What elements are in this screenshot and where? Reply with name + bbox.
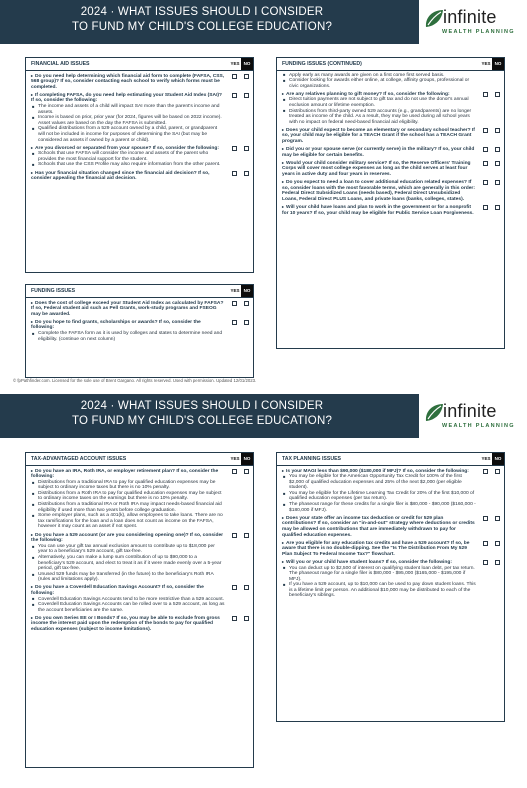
question-text: ▸ Did you or your spouse serve (or currently serve) in the military? If so, your child may be eligible for certain benefits. (282, 146, 476, 158)
no-checkbox[interactable] (495, 161, 500, 166)
no-checkbox[interactable] (244, 74, 249, 79)
bullet-text: ■ Distributions from a Roth IRA to pay for qualified education expenses may be subject to ordinary income taxes on the earnings but there is no 10% penalty. (31, 491, 225, 502)
yes-checkbox[interactable] (483, 516, 488, 521)
logo-area (419, 394, 527, 438)
question-text: ▸ Do you need help determining which financial aid form to complete (FAFSA, CSS, 568 group)? If so, consider contacting each school to verify which forms must be completed. (31, 73, 225, 91)
question-item (277, 540, 504, 558)
question-item (26, 92, 253, 143)
logo: infinite WEALTH PLANNING (423, 401, 515, 435)
no-checkbox[interactable] (244, 469, 249, 474)
no-checkbox[interactable] (244, 146, 249, 151)
yes-checkbox[interactable] (232, 146, 237, 151)
question-item (277, 146, 504, 158)
funding-continued-list (277, 73, 504, 217)
question-text: ▸ Do you have an IRA, Roth IRA, or employer retirement plan? If so, consider the following: (31, 468, 225, 480)
no-checkbox[interactable] (495, 180, 500, 185)
bullet-text: ■ Distributions from a traditional IRA or Roth IRA may impact needs-based financial aid eligibility if used more than two years before college graduation. (31, 502, 225, 513)
question-text: ▸ Does your child expect to become an elementary or secondary school teacher? If so, your child may be eligible for a TEACH Grant if the school has a TEACH Grant program. (282, 127, 476, 145)
question-item (26, 300, 253, 318)
yes-checkbox[interactable] (232, 585, 237, 590)
question-text: ▸ Are you divorced or separated from your spouse? If so, consider the following: (31, 145, 225, 152)
yes-checkbox[interactable] (232, 171, 237, 176)
yes-checkbox[interactable] (232, 320, 237, 325)
question-text: ▸ Do you have a 529 account (or are you considering opening one)? If so, consider the following: (31, 532, 225, 544)
yes-checkbox[interactable] (232, 93, 237, 98)
yes-checkbox[interactable] (232, 469, 237, 474)
bullet-text: ■ You can deduct up to $2,500 of interest on qualifying student loan debt, per tax return. The phaseout range for a single filer is $80,000 - $95,000 ($165,000 - $195,000 if MFJ). (282, 566, 476, 583)
tax-advantaged-list (26, 468, 253, 633)
question-text: ▸ Is your MAGI less than $90,000 ($180,000 if MFJ)? If so, consider the following: (282, 468, 476, 475)
question-text: ▸ Do you hope to find grants, scholarships or awards? If so, consider the following: (31, 319, 225, 331)
no-checkbox[interactable] (244, 320, 249, 325)
question-text: ▸ Do you own Series EE or I Bonds? If so, you may be able to exclude from gross income the interest paid upon the redemption of the bonds to pay for qualified education expenses (subject to income limitations). (31, 615, 225, 633)
question-item (26, 145, 253, 168)
no-checkbox[interactable] (495, 516, 500, 521)
bullet-text: ■ Distributions from third-party owned 529 accounts (e.g., grandparents) are no longer treated as income of the child. As a result, they may be used during all school years with no impact on federal need-based financial aid eligibility. (282, 109, 476, 126)
question-item (277, 127, 504, 145)
no-checkbox[interactable] (495, 205, 500, 210)
no-checkbox[interactable] (244, 533, 249, 538)
no-checkbox[interactable] (244, 171, 249, 176)
question-item (277, 73, 504, 90)
question-text: ▸ Will you or your child have student loans? If so, consider the following: (282, 559, 476, 566)
page-title: 2024 · WHAT ISSUES SHOULD I CONSIDER TO FUND MY CHILD'S COLLEGE EDUCATION? (71, 6, 333, 33)
bullet-text: ■ Consider looking for awards either online, at college, affinity groups, professional or civic organizations. (282, 78, 476, 89)
question-item (277, 515, 504, 538)
financial-aid-list (26, 73, 253, 182)
question-item (26, 615, 253, 633)
question-item (26, 170, 253, 182)
question-item (277, 468, 504, 514)
no-checkbox[interactable] (495, 147, 500, 152)
bullet-text: ■ Direct tuition payments are not subject to gift tax and do not use the donor's annual exclusion amount or lifetime exemption. (282, 97, 476, 108)
bullet-text: ■ Apply early as many awards are given on a first come first served basis. (282, 73, 476, 79)
question-text: ▸ If completing FAFSA, do you need help estimating your Student Aid Index (SAI)? If so, consider the following: (31, 92, 225, 104)
question-text: ▸ Do you expect to need a loan to cover additional education related expenses? If so, consider loans with the most favorable terms, which are generally in this order: Federal Direct Subsidized Loans (needs based), Federal Direct Unsubsidized Loans, Federal Direct PLUS Loans, and private loans (banks, colleges, states). (282, 179, 476, 202)
bullet-text: ■ Schools that use the CSS Profile may also require information from the other parent. (31, 162, 225, 168)
bullet-text: ■ Distributions from a traditional IRA to pay for qualified education expenses may be subject to ordinary income taxes but there is no 10% penalty. (31, 480, 225, 491)
tax-planning-list (277, 468, 504, 600)
funding-box: FUNDING ISSUES YES NO ▸ Does the cost of college exceed your Student Aid Index as calculated by FAFSA? If so, Federal student aid such as Pell Grants, work-study programs and FSEOG may be awarded. ▸ Do you hope to find grants, scholarships or awards? If so, consider the following: ■ Complete the FAFSA form as it is used by colleges and states to determine need and eligibility. (continue on next column) (25, 284, 254, 378)
no-checkbox[interactable] (495, 469, 500, 474)
no-checkbox[interactable] (244, 585, 249, 590)
question-item (26, 319, 253, 342)
yes-checkbox[interactable] (483, 541, 488, 546)
question-item (277, 204, 504, 216)
no-checkbox[interactable] (244, 93, 249, 98)
bullet-text: ■ You can use your gift tax annual exclusion amount to contribute up to $18,000 per year to a beneficiary's 529 account, gift tax-free. (31, 544, 225, 555)
question-item (26, 584, 253, 613)
yes-checkbox[interactable] (483, 205, 488, 210)
bullet-text: ■ If you have a 529 account, up to $10,000 can be used to pay down student loans. This is a lifetime limit per person. An additional $10,000 may be distributed to each of the beneficiary's siblings. (282, 582, 476, 599)
yes-checkbox[interactable] (483, 147, 488, 152)
leaf-icon (423, 7, 445, 31)
bullet-text: ■ Unused 529 funds may be transferred (in the future) to the beneficiary's Roth IRA (rules and limitations apply). (31, 572, 225, 583)
question-item (277, 91, 504, 126)
question-text: ▸ Would your child consider military service? If so, the Reserve Officers' Training Corps will cover most college expenses as long as the child serves at least four years in active duty and four years in reserves. (282, 160, 476, 178)
bullet-text: ■ Alternatively, you can make a lump sum contribution of up to $90,000 to a beneficiary's 529 account, and elect to treat it as if it were made evenly over a 5-year period, gift tax-free. (31, 555, 225, 572)
financial-aid-box: FINANCIAL AID ISSUES YES NO ▸ Do you need help determining which financial aid form to complete (FAFSA, CSS, 568 group)? If so, consider contacting each school to verify which forms must be completed. ▸ If completing FAFSA, do you need help estimating your Student Aid Index (SAI)? If so, consider the following: ■ The income and assets of a child will impact SAI more than the parent's income and assets. ■ Income is based on prior, prior year (for 2024, figures will be based on 2022 income). Asset values are based on the day the FAFSA is submitted. ■ Qualified distributions from a 529 account owned by a child, parent, or grandparent will not be included in income for purposes of determining the SAI (but may be considered as assets if owned by a parent or child). ▸ Are you divorced or separated from your spouse? If so, consider the following: ■ Schools that use FAFSA will consider the income and assets of the parent who provides the most financial support for the student. ■ Schools that use the CSS Profile may also require information from the other parent. ▸ Has your financial situation changed since the financial aid decision? If so, consider appealing the financial aid decision. (25, 57, 254, 273)
tax-planning-box: TAX PLANNING ISSUES YES NO ▸ Is your MAGI less than $90,000 ($180,000 if MFJ)? If so, consider the following: ■ You may be eligible for the American Opportunity Tax Credit for 100% of the first $2,000 of qualified education expenses and 25% of the next $2,000 (per eligible student). ■ You may be eligible for the Lifetime Learning Tax Credit for 20% of the first $10,000 of qualified education expenses (per tax return). ■ The phaseout range for these credits for a single filer is $80,000 - $90,000 ($160,000 - $180,000 if MFJ). ▸ Does your state offer an income tax deduction or credit for 529 plan contributions? If so, consider an "in-and-out" strategy where deductions or credits may be allowed on contributions that are immediately withdrawn to pay for qualified education expenses. ▸ Are you eligible for any education tax credits and have a 529 account? If so, be aware that there is no double-dipping. See the "Is The Distribution From My 529 Plan Subject To Federal Income Tax?" flowchart. ▸ Will you or your child have student loans? If so, consider the following: ■ You can deduct up to $2,500 of interest on qualifying student loan debt, per tax return. The phaseout range for a single filer is $80,000 - $95,000 ($165,000 - $195,000 if MFJ). ■ If you have a 529 account, up to $10,000 can be used to pay down student loans. This is a lifetime limit per person. An additional $10,000 may be distributed to each of the beneficiary's siblings. (276, 452, 505, 722)
question-text: ▸ Do you have a Coverdell Education Savings Account? If so, consider the following: (31, 584, 225, 596)
footer: © fpPathfinder.com. Licensed for the sole use of Brent Gargano. All rights reserved. Used with permission. Updated 12/01/2023. (13, 378, 257, 383)
question-text: ▸ Are you eligible for any education tax credits and have a 529 account? If so, be aware that there is no double-dipping. See the "Is The Distribution From My 529 Plan Subject To Federal Income Tax?" flowchart. (282, 540, 476, 558)
yes-checkbox[interactable] (483, 161, 488, 166)
page-2 (0, 394, 527, 788)
question-text: ▸ Will your child have loans and plan to work in the government or for a nonprofit for 10 years? If so, your child may be eligible for Public Service Loan Forgiveness. (282, 204, 476, 216)
page-title: 2024 · WHAT ISSUES SHOULD I CONSIDER TO FUND MY CHILD'S COLLEGE EDUCATION? (71, 400, 333, 427)
bullet-text: ■ Income is based on prior, prior year (for 2024, figures will be based on 2022 income). Asset values are based on the day the FAFSA is submitted. (31, 115, 225, 126)
question-item (277, 179, 504, 202)
yes-checkbox[interactable] (232, 301, 237, 306)
question-text: ▸ Are any relatives planning to gift money? If so, consider the following: (282, 91, 476, 98)
yes-checkbox[interactable] (483, 180, 488, 185)
question-text: ▸ Has your financial situation changed since the financial aid decision? If so, consider appealing the financial aid decision. (31, 170, 225, 182)
funding-continued-box: FUNDING ISSUES (CONTINUED) YES NO ■ Apply early as many awards are given on a first come first served basis. ■ Consider looking for awards either online, at college, affinity groups, professional or civic organizations. ▸ Are any relatives planning to gift money? If so, consider the following: ■ Direct tuition payments are not subject to gift tax and do not use the donor's annual exclusion amount or lifetime exemption. ■ Distributions from third-party owned 529 accounts (e.g., grandparents) are no longer treated as income of the child. As a result, they may be used during all school years with no impact on federal need-based financial aid eligibility. ▸ Does your child expect to become an elementary or secondary school teacher? If so, your child may be eligible for a TEACH Grant if the school has a TEACH Grant program. ▸ Did you or your spouse serve (or currently serve) in the military? If so, your child may be eligible for certain benefits. ▸ Would your child consider military service? If so, the Reserve Officers' Training Corps will cover most college expenses as long as the child serves at least four years in active duty and four years in reserves. ▸ Do you expect to need a loan to cover additional education related expenses? If so, consider loans with the most favorable terms, which are generally in this order: Federal Direct Subsidized Loans (needs based), Federal Direct Unsubsidized Loans, Federal Direct PLUS Loans, and private loans (banks, colleges, states). ▸ Will your child have loans and plan to work in the government or for a nonprofit for 10 years? If so, your child may be eligible for Public Service Loan Forgiveness. (276, 57, 505, 349)
question-item (26, 73, 253, 91)
bullet-text: ■ The income and assets of a child will impact SAI more than the parent's income and assets. (31, 104, 225, 115)
yes-checkbox[interactable] (483, 469, 488, 474)
no-checkbox[interactable] (495, 92, 500, 97)
no-checkbox[interactable] (244, 301, 249, 306)
question-text: ▸ Does your state offer an income tax deduction or credit for 529 plan contributions? If so, consider an "in-and-out" strategy where deductions or credits may be allowed on contributions that are immediately withdrawn to pay for qualified education expenses. (282, 515, 476, 538)
yes-checkbox[interactable] (483, 560, 488, 565)
no-checkbox[interactable] (495, 128, 500, 133)
no-checkbox[interactable] (495, 541, 500, 546)
question-item (26, 532, 253, 583)
bullet-text: ■ Coverdell Education Savings Accounts can be rolled over to a 529 account, as long as the account beneficiaries are the same. (31, 602, 225, 613)
yes-checkbox[interactable] (232, 616, 237, 621)
question-item (26, 468, 253, 531)
question-text: ▸ Does the cost of college exceed your Student Aid Index as calculated by FAFSA? If so, Federal student aid such as Pell Grants, work-study programs and FSEOG may be awarded. (31, 300, 225, 318)
bullet-text: ■ Schools that use FAFSA will consider the income and assets of the parent who provides the most financial support for the student. (31, 151, 225, 162)
bullet-text: ■ Qualified distributions from a 529 account owned by a child, parent, or grandparent will not be included in income for purposes of determining the SAI (but may be considered as assets if owned by a parent or child). (31, 126, 225, 143)
logo: infinite WEALTH PLANNING (423, 7, 515, 41)
bullet-text: ■ You may be eligible for the Lifetime Learning Tax Credit for 20% of the first $10,000 of qualified education expenses (per tax return). (282, 491, 476, 502)
tax-advantaged-box: TAX-ADVANTAGED ACCOUNT ISSUES YES NO ▸ Do you have an IRA, Roth IRA, or employer retirement plan? If so, consider the following: ■ Distributions from a traditional IRA to pay for qualified education expenses may be subject to ordinary income taxes but there is no 10% penalty. ■ Distributions from a Roth IRA to pay for qualified education expenses may be subject to ordinary income taxes on the earnings but there is no 10% penalty. ■ Distributions from a traditional IRA or Roth IRA may impact needs-based financial aid eligibility if used more than two years before college graduation. ■ Some employer plans, such as a 401(k), allow employees to take loans. There are no tax ramifications for the loan and a loan does not count as income on the FAFSA, however it may count as an asset if not spent. ▸ Do you have a 529 account (or are you considering opening one)? If so, consider the following: ■ You can use your gift tax annual exclusion amount to contribute up to $18,000 per year to a beneficiary's 529 account, gift tax-free. ■ Alternatively, you can make a lump sum contribution of up to $90,000 to a beneficiary's 529 account, and elect to treat it as if it were made evenly over a 5-year period, gift tax-free. ■ Unused 529 funds may be transferred (in the future) to the beneficiary's Roth IRA (rules and limitations apply). ▸ Do you have a Coverdell Education Savings Account? If so, consider the following: ■ Coverdell Education Savings Accounts tend to be more restrictive than a 529 account. ■ Coverdell Education Savings Accounts can be rolled over to a 529 account, as long as the account beneficiaries are the same. ▸ Do you own Series EE or I Bonds? If so, you may be able to exclude from gross income the interest paid upon the redemption of the bonds to pay for qualified education expenses (subject to income limitations). (25, 452, 254, 768)
bullet-text: ■ Complete the FAFSA form as it is used by colleges and states to determine need and eligibility. (continue on next column) (31, 331, 225, 342)
bullet-text: ■ You may be eligible for the American Opportunity Tax Credit for 100% of the first $2,000 of qualified education expenses and 25% of the next $2,000 (per eligible student). (282, 474, 476, 491)
yes-checkbox[interactable] (232, 533, 237, 538)
no-checkbox[interactable] (244, 616, 249, 621)
no-checkbox[interactable] (495, 560, 500, 565)
yes-checkbox[interactable] (483, 92, 488, 97)
bullet-text: ■ The phaseout range for these credits for a single filer is $80,000 - $90,000 ($160,000 - $180,000 if MFJ). (282, 502, 476, 513)
bullet-text: ■ Coverdell Education Savings Accounts tend to be more restrictive than a 529 account. (31, 597, 225, 603)
question-item (277, 559, 504, 599)
bullet-text: ■ Some employer plans, such as a 401(k), allow employees to take loans. There are no tax ramifications for the loan and a loan does not count as income on the FAFSA, however it may count as an asset if not spent. (31, 513, 225, 530)
leaf-icon (423, 401, 445, 425)
logo-area (419, 0, 527, 44)
yes-checkbox[interactable] (483, 128, 488, 133)
yes-checkbox[interactable] (232, 74, 237, 79)
question-item (277, 160, 504, 178)
funding-list (26, 300, 253, 343)
